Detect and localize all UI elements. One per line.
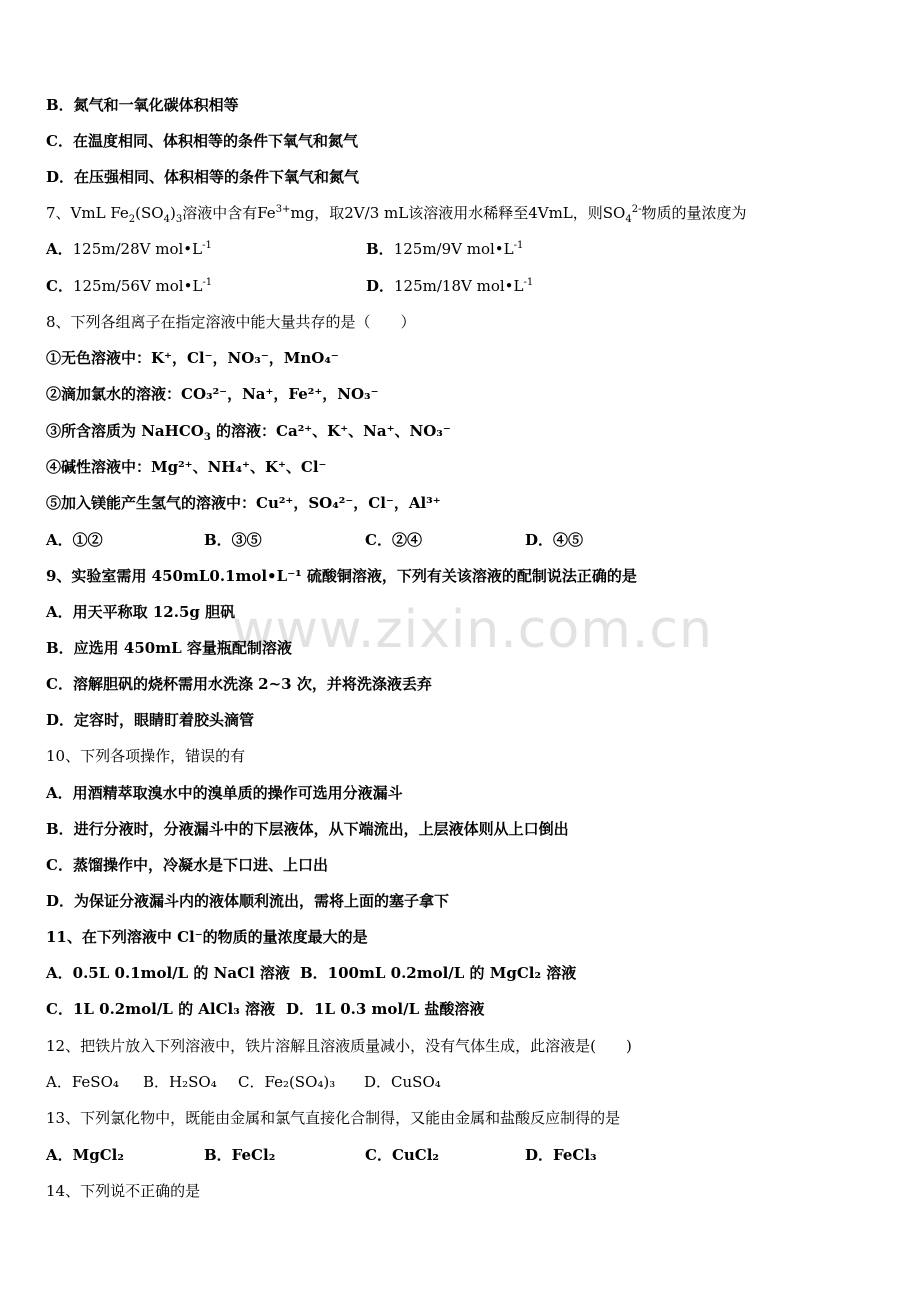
q9-option-d: D．定容时，眼睛盯着胶头滴管	[46, 711, 255, 729]
q9-option-b: B．应选用 450mL 容量瓶配制溶液	[46, 639, 292, 657]
q8-item-2: ②滴加氯水的溶液：CO₃²⁻，Na⁺，Fe²⁺，NO₃⁻	[46, 385, 379, 403]
question-14: 14、下列说不正确的是	[46, 1182, 201, 1200]
q10-option-c: C．蒸馏操作中，冷凝水是下口进、上口出	[46, 856, 328, 874]
q9-option-a: A．用天平称取 12.5g 胆矾	[46, 603, 236, 621]
question-7: 7、VmL $Fe_2(SO_4)_3$溶液中含有$Fe^{3+}mg$，取2V/3 mL该溶液用水稀释至4VmL，则$SO_4^{2-}$物质的量浓度为	[46, 204, 747, 225]
question-12: 12、把铁片放入下列溶液中，铁片溶解且溶液质量减小，没有气体生成，此溶液是( )	[46, 1037, 632, 1055]
q6-option-b: B．氮气和一氧化碳体积相等	[46, 96, 239, 114]
q10-option-a: A．用酒精萃取溴水中的溴单质的操作可选用分液漏斗	[46, 784, 403, 802]
q6-option-c: C．在温度相同、体积相等的条件下氧气和氮气	[46, 132, 358, 150]
q8-item-1: ①无色溶液中：K⁺，Cl⁻，NO₃⁻，MnO₄⁻	[46, 349, 339, 367]
q10-option-d: D．为保证分液漏斗内的液体顺利流出，需将上面的塞子拿下	[46, 892, 450, 910]
q9-option-c: C．溶解胆矾的烧杯需用水洗涤 2~3 次，并将洗涤液丢弃	[46, 675, 432, 693]
q12-options: A．FeSO₄ B．H₂SO₄ C．Fe₂(SO₄)₃ D．CuSO₄	[46, 1073, 441, 1091]
q13-options: A．MgCl₂ B．FeCl₂ C．CuCl₂ D．FeCl₃	[46, 1146, 597, 1164]
q6-option-d: D．在压强相同、体积相等的条件下氧气和氮气	[46, 168, 360, 186]
q10-option-b: B．进行分液时，分液漏斗中的下层液体，从下端流出，上层液体则从上口倒出	[46, 820, 569, 838]
question-13: 13、下列氯化物中，既能由金属和氯气直接化合制得，又能由金属和盐酸反应制得的是	[46, 1109, 621, 1127]
watermark: www.zixin.com.cn	[232, 600, 713, 660]
q11-options-cd: C．1L 0.2mol/L 的 AlCl₃ 溶液 D．1L 0.3 mol/L 盐酸溶液	[46, 1000, 485, 1018]
question-10: 10、下列各项操作，错误的有	[46, 747, 246, 765]
q8-item-3: ③所含溶质为 NaHCO$_3$ 的溶液：Ca²⁺、K⁺、Na⁺、NO₃⁻	[46, 422, 451, 443]
q8-options: A．①② B．③⑤ C．②④ D．④⑤	[46, 531, 584, 549]
question-8: 8、下列各组离子在指定溶液中能大量共存的是（ ）	[46, 313, 416, 331]
q8-item-5: ⑤加入镁能产生氢气的溶液中：Cu²⁺，SO₄²⁻，Cl⁻，Al³⁺	[46, 494, 441, 512]
question-9: 9、实验室需用 450mL0.1mol•L⁻¹ 硫酸铜溶液，下列有关该溶液的配制说法正确的是	[46, 567, 637, 585]
question-11: 11、在下列溶液中 Cl⁻的物质的量浓度最大的是	[46, 928, 368, 946]
q8-item-4: ④碱性溶液中：Mg²⁺、NH₄⁺、K⁺、Cl⁻	[46, 458, 327, 476]
q11-options-ab: A．0.5L 0.1mol/L 的 NaCl 溶液 B．100mL 0.2mol/L 的 MgCl₂ 溶液	[46, 964, 577, 982]
q7-options-cd: C．125m/56V $mol•L^{-1}$ D．125m/18V $mol•L^{-1}$	[46, 277, 534, 295]
q7-options-ab: A．125m/28V $mol•L^{-1}$ B．125m/9V $mol•L^{-1}$	[46, 240, 524, 258]
